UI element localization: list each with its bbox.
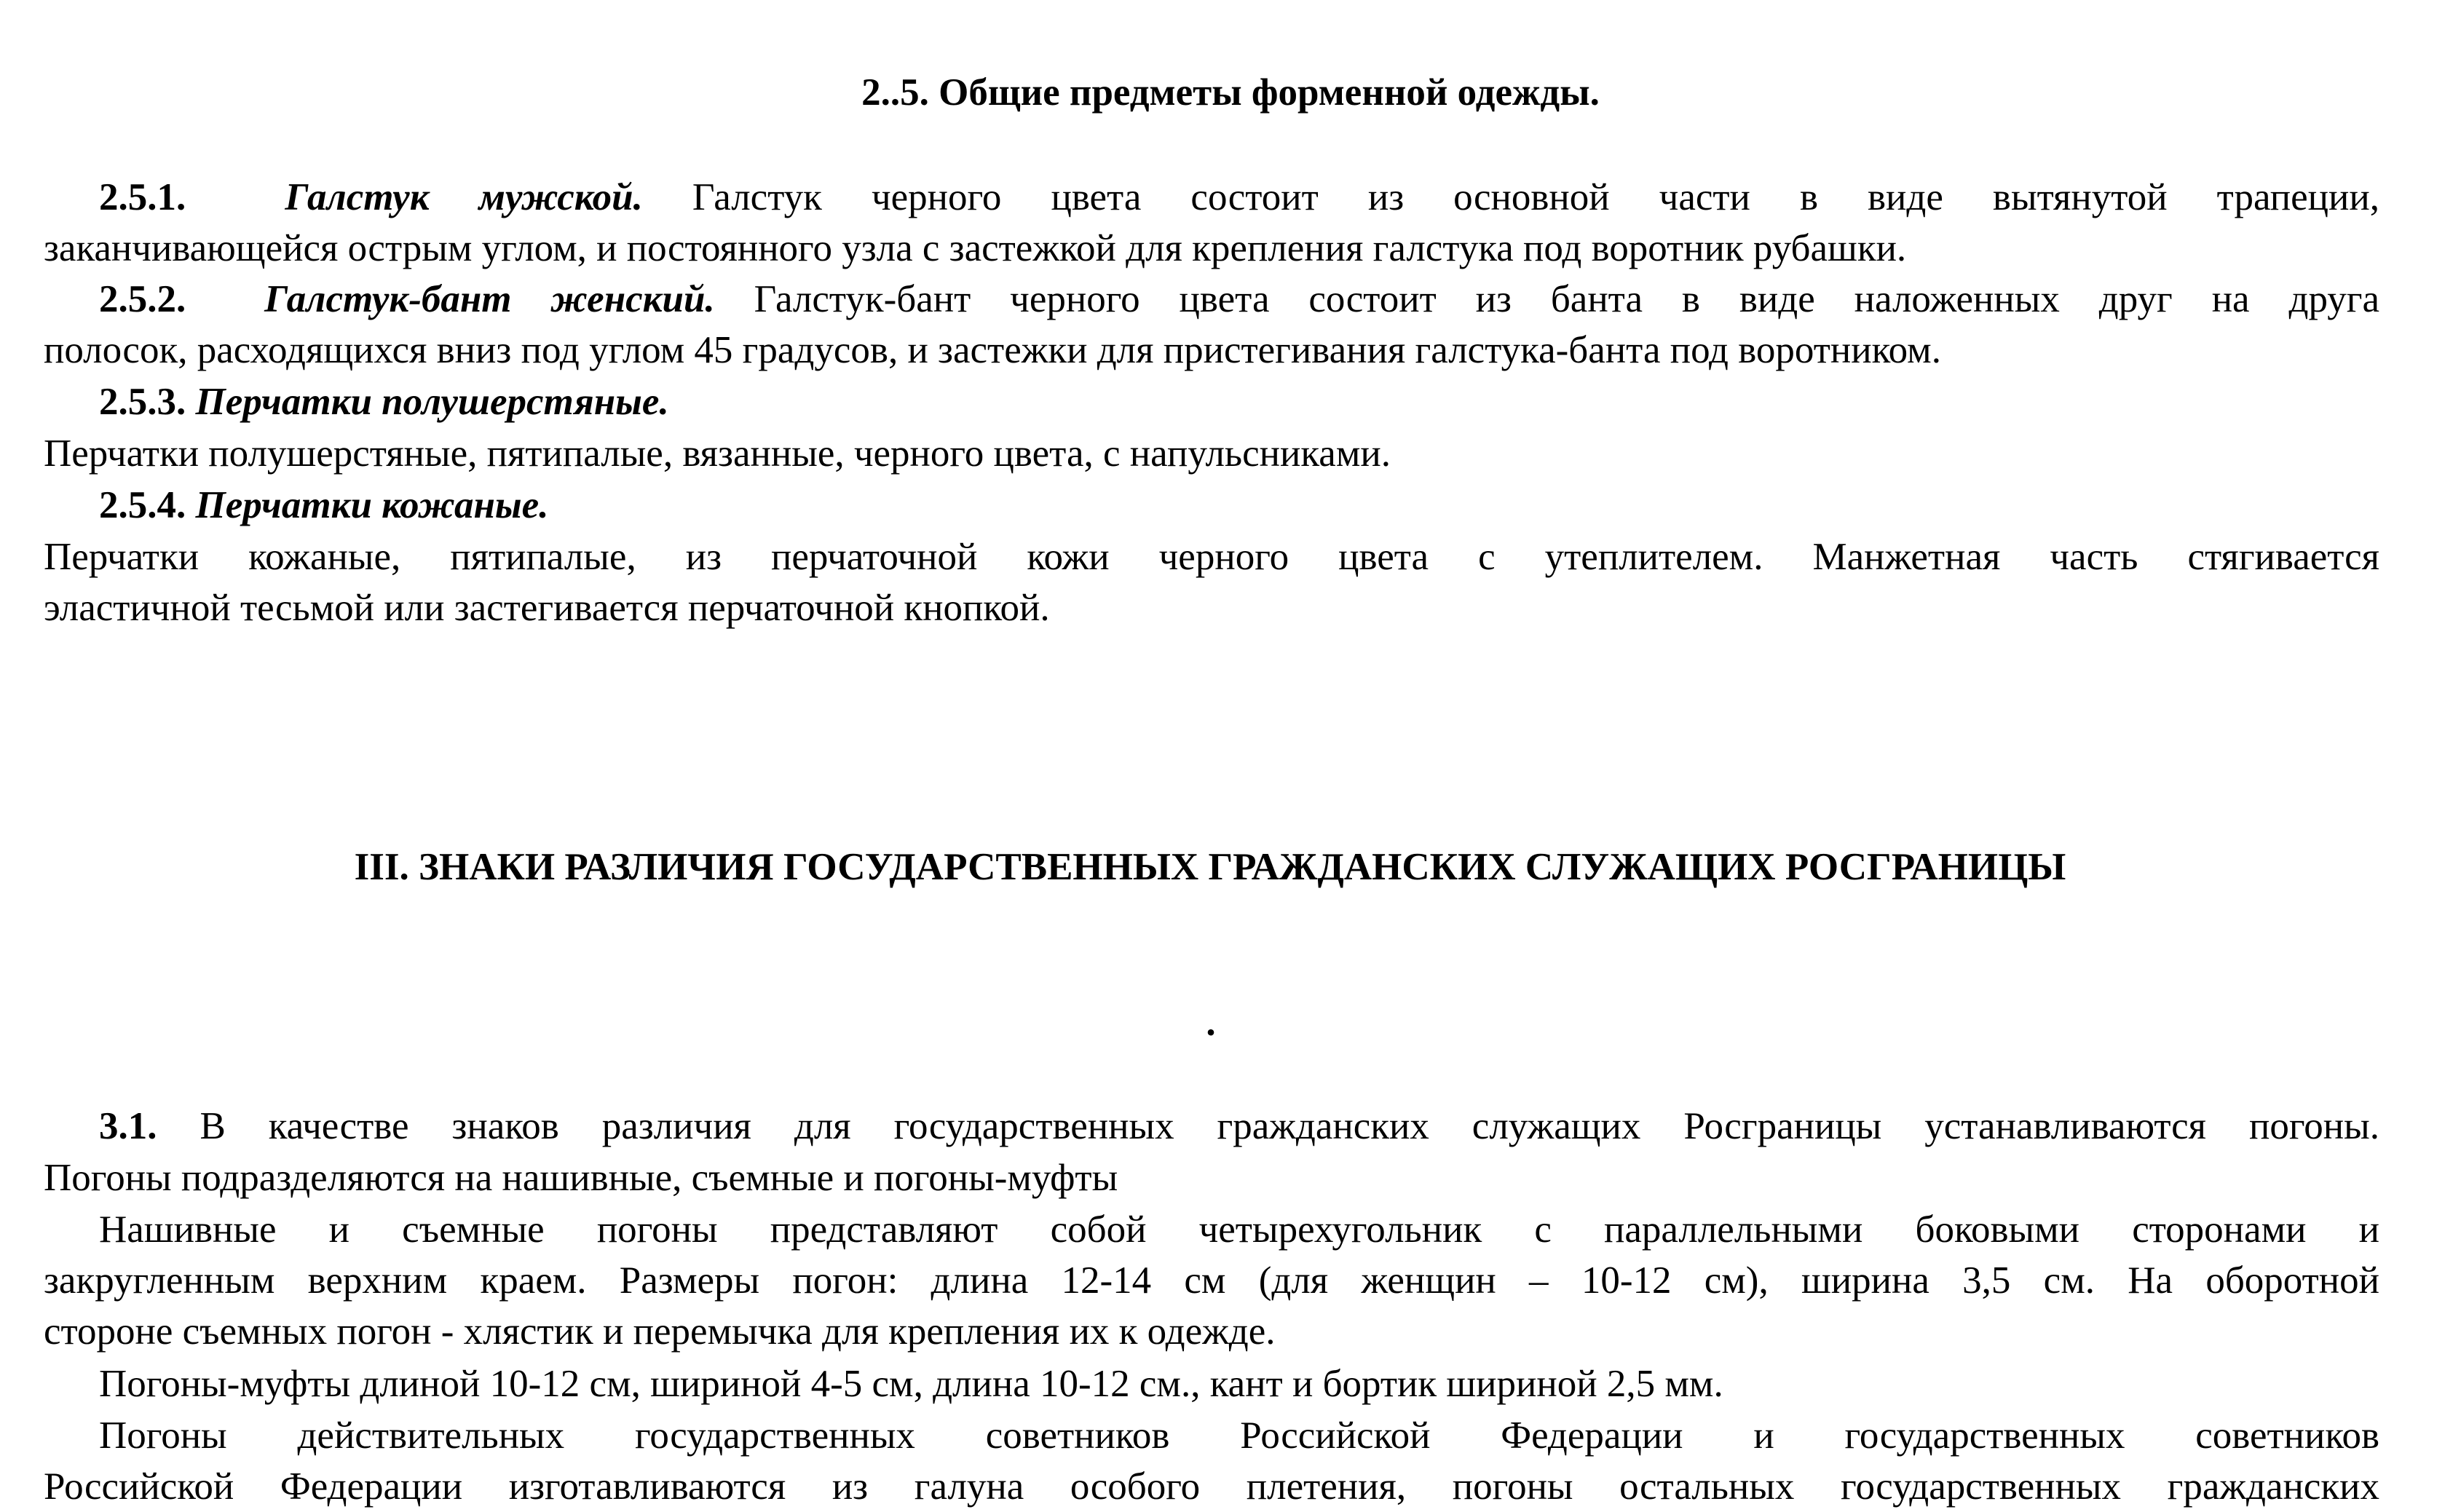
item-title: Галстук мужской. bbox=[285, 176, 643, 218]
item-2-5-1-line1 bbox=[99, 172, 2379, 223]
item-number: 2.5.3. bbox=[99, 381, 186, 423]
item-title: Галстук-бант женский. bbox=[264, 278, 715, 320]
paragraph-actual-line2: Российской Федерации изготавливаются из галуна особого плетения, погоны остальных государственных гражданских bbox=[44, 1465, 2379, 1508]
paragraph-shoulder-line2: закругленным верхним краем. Размеры погон: длина 12-14 см (для женщин – 10-12 см), ширина 3,5 см. На оборотной bbox=[44, 1259, 2379, 1302]
section-title: 2..5. Общие предметы форменной одежды. bbox=[861, 71, 1600, 114]
separator-dot: . bbox=[1206, 1002, 1216, 1044]
paragraph-3-1-line1 bbox=[99, 1101, 2379, 1152]
paragraph-shoulder-line1: Нашивные и съемные погоны представляют собой четырехугольник с параллельными боковыми сторонами и bbox=[99, 1208, 2379, 1251]
paragraph-actual-line1: Погоны действительных государственных советников Российской Федерации и государственных советников bbox=[99, 1414, 2379, 1457]
item-number: 2.5.1. bbox=[99, 176, 186, 218]
item-number: 2.5.2. bbox=[99, 278, 186, 320]
item-number: 2.5.4. bbox=[99, 484, 186, 526]
item-2-5-3-line1 bbox=[99, 376, 2379, 427]
item-2-5-4-line2: Перчатки кожаные, пятипалые, из перчаточной кожи черного цвета с утеплителем. Манжетная часть стягивается bbox=[44, 536, 2379, 578]
item-2-5-1-line2: заканчивающейся острым углом, и постоянного узла с застежкой для крепления галстука под воротник рубашки. bbox=[44, 227, 1907, 269]
item-text: Галстук-бант черного цвета состоит из банта в виде наложенных друг на друга bbox=[754, 278, 2380, 320]
item-2-5-4-line1 bbox=[99, 480, 2379, 531]
item-2-5-4-line3: эластичной тесьмой или застегивается перчаточной кнопкой. bbox=[44, 587, 1050, 629]
item-2-5-2-line1 bbox=[99, 274, 2379, 325]
item-text: Галстук черного цвета состоит из основной части в виде вытянутой трапеции, bbox=[692, 176, 2380, 218]
item-title: Перчатки кожаные. bbox=[195, 484, 549, 526]
chapter-title: III. ЗНАКИ РАЗЛИЧИЯ ГОСУДАРСТВЕННЫХ ГРАЖДАНСКИХ СЛУЖАЩИХ РОСГРАНИЦЫ bbox=[354, 846, 2066, 888]
item-title: Перчатки полушерстяные. bbox=[195, 381, 669, 423]
paragraph-muff-line1: Погоны-муфты длиной 10-12 см, шириной 4-5 см, длина 10-12 см., кант и бортик шириной 2,5 мм. bbox=[99, 1363, 1723, 1405]
paragraph-shoulder-line3: стороне съемных погон - хлястик и перемычка для крепления их к одежде. bbox=[44, 1310, 1276, 1353]
item-2-5-2-line2: полосок, расходящихся вниз под углом 45 градусов, и застежки для пристегивания галстука-банта под воротником. bbox=[44, 329, 1941, 371]
paragraph-text: В качестве знаков различия для государственных гражданских служащих Росграницы устанавливаются погоны. bbox=[200, 1105, 2379, 1147]
item-2-5-3-line2: Перчатки полушерстяные, пятипалые, вязанные, черного цвета, с напульсниками. bbox=[44, 432, 1391, 475]
paragraph-3-1-line2: Погоны подразделяются на нашивные, съемные и погоны-муфты bbox=[44, 1157, 1118, 1199]
paragraph-number: 3.1. bbox=[99, 1105, 157, 1147]
